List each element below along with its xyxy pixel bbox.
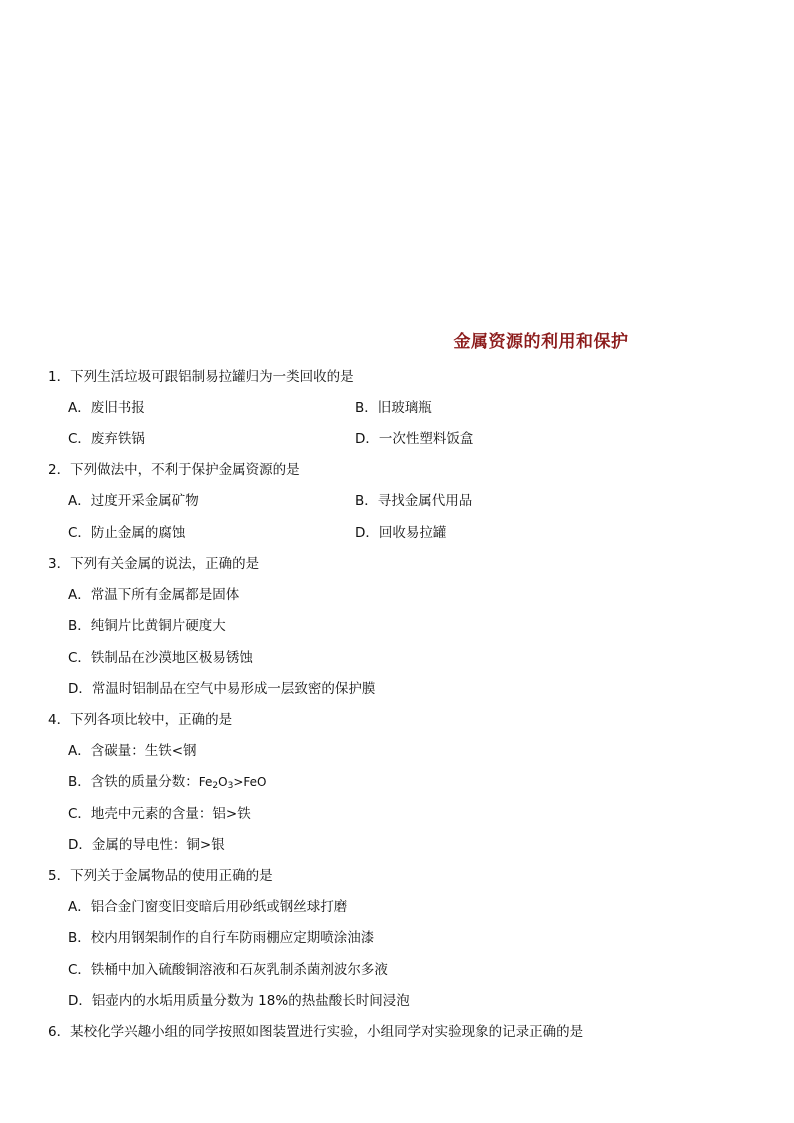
- option-5b: B．校内用钢架制作的自行车防雨棚应定期喷涂油漆: [68, 930, 375, 946]
- question-text: 某校化学兴趣小组的同学按照如图装置进行实验，小组同学对实验现象的记录正确的是: [70, 1024, 584, 1040]
- question-6: [48, 1023, 583, 1041]
- option-1b: B．旧玻璃瓶: [355, 400, 432, 416]
- option-4b-label: B．含铁的质量分数：: [68, 774, 199, 790]
- question-4: [48, 711, 232, 729]
- question-text: 下列有关金属的说法，正确的是: [70, 556, 260, 572]
- page-title: 金属资源的利用和保护: [453, 332, 629, 352]
- option-4a: A．含碳量：生铁<钢: [68, 743, 197, 759]
- option-2d: D．回收易拉罐: [355, 525, 447, 541]
- option-2c: C．防止金属的腐蚀: [68, 525, 186, 541]
- option-4b: [68, 773, 266, 795]
- question-text: 下列关于金属物品的使用正确的是: [70, 868, 273, 884]
- option-4b-formula: $Fe_2O_3>FeO$: [198, 775, 267, 791]
- option-3a: A．常温下所有金属都是固体: [68, 587, 240, 603]
- question-number: 5．: [48, 868, 71, 884]
- option-1d: D．一次性塑料饭盒: [355, 431, 474, 447]
- question-number: 1．: [48, 369, 71, 385]
- question-number: 2．: [48, 462, 71, 478]
- option-3c: C．铁制品在沙漠地区极易锈蚀: [68, 650, 253, 666]
- option-4c: C．地壳中元素的含量：铝>铁: [68, 806, 251, 822]
- option-5c: C．铁桶中加入硫酸铜溶液和石灰乳制杀菌剂波尔多液: [68, 962, 388, 978]
- option-5a: A．铝合金门窗变旧变暗后用砂纸或钢丝球打磨: [68, 899, 348, 915]
- option-3b: B．纯铜片比黄铜片硬度大: [68, 618, 226, 634]
- option-3d: D．常温时铝制品在空气中易形成一层致密的保护膜: [68, 681, 376, 697]
- question-number: 6．: [48, 1024, 71, 1040]
- question-number: 3．: [48, 556, 71, 572]
- option-2b: B．寻找金属代用品: [355, 493, 473, 509]
- question-text: 下列生活垃圾可跟铝制易拉罐归为一类回收的是: [70, 369, 354, 385]
- question-3: [48, 555, 259, 573]
- question-number: 4．: [48, 712, 71, 728]
- question-1: [48, 368, 354, 386]
- question-2: [48, 461, 300, 479]
- option-4d: D．金属的导电性：铜>银: [68, 837, 225, 853]
- question-5: [48, 867, 273, 885]
- option-1a: A．废旧书报: [68, 400, 145, 416]
- option-2a: A．过度开采金属矿物: [68, 493, 199, 509]
- option-5d: D．铝壶内的水垢用质量分数为 18%的热盐酸长时间浸泡: [68, 993, 410, 1009]
- option-1c: C．废弃铁锅: [68, 431, 145, 447]
- question-text: 下列各项比较中，正确的是: [70, 712, 233, 728]
- question-text: 下列做法中，不利于保护金属资源的是: [70, 462, 300, 478]
